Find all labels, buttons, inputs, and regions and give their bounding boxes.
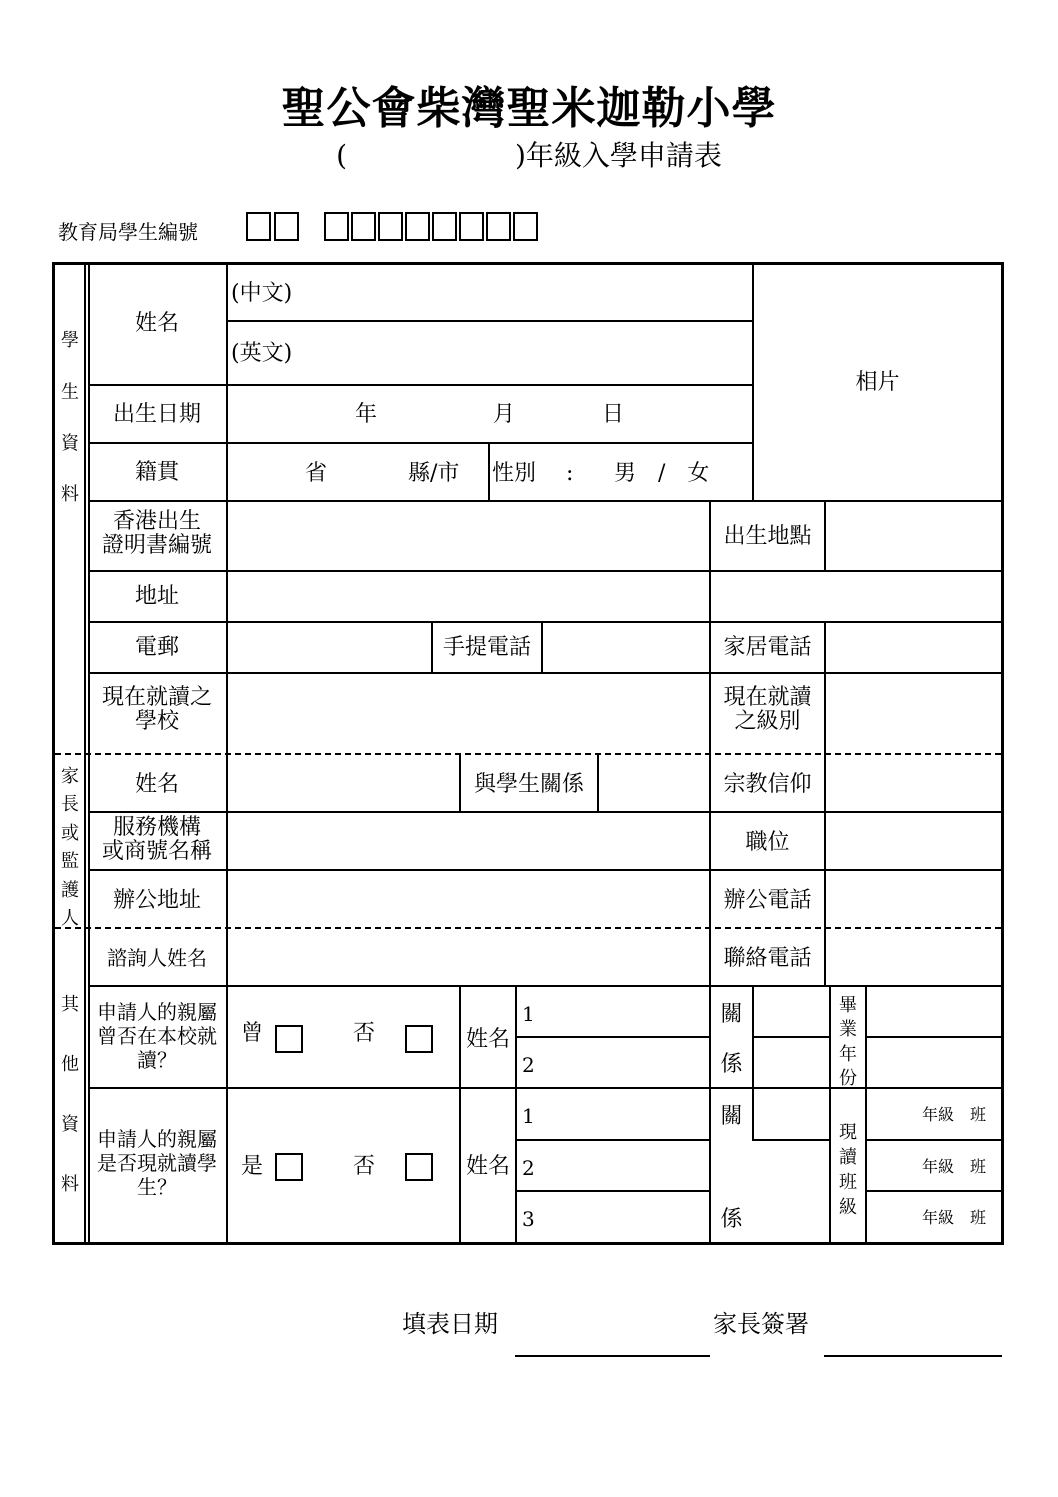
native-province-label: 省: [305, 461, 328, 486]
dob-year-label: 年: [355, 402, 378, 427]
email-label: 電郵: [134, 635, 179, 660]
edb-number-box[interactable]: [246, 212, 271, 241]
alumni-no-checkbox[interactable]: [405, 1025, 433, 1053]
graduation-year-char: 業: [839, 1019, 857, 1040]
sibling-no-checkbox[interactable]: [405, 1153, 433, 1181]
edb-student-number-label: 教育局學生編號: [58, 220, 198, 244]
edb-number-box[interactable]: [459, 212, 484, 241]
parent-signature-line[interactable]: [824, 1355, 1002, 1357]
current-grade-label: 現在就讀 之級別: [723, 685, 812, 735]
student-name-english-label: (英文): [231, 341, 293, 366]
alumni-relation-char: 係: [720, 1052, 743, 1077]
sibling-yes-label: 是: [241, 1154, 264, 1179]
alumni-yes-checkbox[interactable]: [275, 1025, 303, 1053]
edb-number-box[interactable]: [274, 212, 299, 241]
photo-label: 相片: [855, 370, 900, 395]
alumni-row-1: 1: [522, 1002, 535, 1026]
gender-colon: :: [566, 461, 574, 486]
current-class-text: 年級 班: [922, 1157, 987, 1176]
current-class-char: 現: [839, 1122, 857, 1143]
edb-number-box[interactable]: [405, 212, 430, 241]
edb-number-box[interactable]: [351, 212, 376, 241]
current-class-char: 讀: [839, 1147, 857, 1168]
parent-signature-label: 家長簽署: [713, 1310, 809, 1338]
relationship-label: 與學生關係: [473, 772, 584, 797]
alumni-question: 申請人的親屬 曾否在本校就 讀？: [97, 1000, 217, 1072]
edb-number-box[interactable]: [378, 212, 403, 241]
mobile-phone-label: 手提電話: [442, 635, 531, 660]
edb-number-box[interactable]: [486, 212, 511, 241]
current-class-text: 年級 班: [922, 1208, 987, 1227]
enquiry-name-label: 諮詢人姓名: [107, 946, 207, 970]
office-address-label: 辦公地址: [112, 888, 201, 913]
sibling-relation-char: 係: [720, 1207, 743, 1232]
photo-box[interactable]: [755, 266, 1000, 500]
student-name-english-field[interactable]: [228, 323, 751, 383]
sibling-relation-char: 關: [720, 1104, 743, 1129]
alumni-relation-char: 關: [720, 1002, 743, 1027]
dob-day-label: 日: [602, 402, 625, 427]
alumni-row-2: 2: [522, 1053, 535, 1077]
native-county-label: 縣/市: [408, 461, 460, 486]
student-name-label: 姓名: [134, 311, 179, 336]
birth-cert-label: 香港出生 證明書編號: [101, 509, 212, 559]
sibling-name-label: 姓名: [465, 1154, 510, 1179]
sibling-row-1: 1: [522, 1104, 535, 1128]
student-name-chinese-field[interactable]: [228, 266, 751, 320]
contact-phone-label: 聯絡電話: [723, 946, 812, 971]
fill-date-line[interactable]: [515, 1355, 710, 1357]
alumni-no-label: 否: [353, 1021, 376, 1046]
student-name-chinese-label: (中文): [231, 281, 293, 306]
fill-date-label: 填表日期: [402, 1310, 498, 1338]
current-school-label: 現在就讀之 學校: [101, 685, 212, 735]
sibling-row-2: 2: [522, 1156, 535, 1180]
address-label: 地址: [134, 584, 179, 609]
sibling-question: 申請人的親屬 是否現就讀學 生？: [97, 1127, 217, 1199]
school-name: 聖公會柴灣聖米迦勒小學: [281, 83, 777, 134]
address-field[interactable]: [229, 573, 1001, 620]
sibling-yes-checkbox[interactable]: [275, 1153, 303, 1181]
current-class-char: 級: [839, 1197, 857, 1218]
gender-options[interactable]: 男 / 女: [614, 461, 710, 486]
employer-label: 服務機構 或商號名稱: [101, 815, 212, 865]
dob-label: 出生日期: [112, 402, 201, 427]
alumni-yes-label: 曾: [241, 1021, 264, 1046]
sibling-no-label: 否: [353, 1154, 376, 1179]
gender-label: 性別: [492, 461, 537, 486]
birth-place-label: 出生地點: [723, 524, 812, 549]
current-class-text: 年級 班: [922, 1105, 987, 1124]
parent-name-label: 姓名: [134, 772, 179, 797]
office-phone-label: 辦公電話: [723, 888, 812, 913]
native-place-label: 籍貫: [134, 460, 179, 485]
alumni-name-label: 姓名: [465, 1027, 510, 1052]
edb-number-box[interactable]: [432, 212, 457, 241]
sibling-row-3: 3: [522, 1207, 535, 1231]
graduation-year-char: 份: [839, 1068, 857, 1089]
graduation-year-char: 年: [839, 1044, 857, 1065]
edb-number-box[interactable]: [324, 212, 349, 241]
religion-label: 宗教信仰: [723, 772, 812, 797]
edb-number-box[interactable]: [513, 212, 538, 241]
position-label: 職位: [745, 830, 790, 855]
home-phone-label: 家居電話: [723, 635, 812, 660]
form-title: ( )年級入學申請表: [336, 139, 722, 172]
graduation-year-char: 畢: [839, 995, 857, 1016]
current-class-char: 班: [839, 1172, 857, 1193]
dob-month-label: 月: [493, 402, 516, 427]
